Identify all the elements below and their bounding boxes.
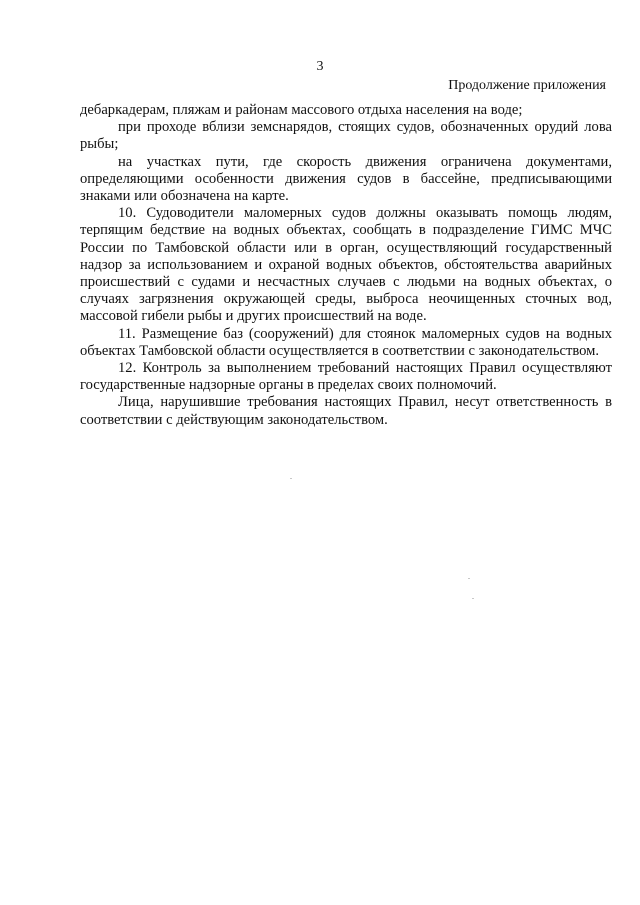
page-number: 3 [316, 59, 324, 74]
paragraph-liability: Лица, нарушившие требования настоящих Правил, несут ответственность в соответствии с действующим законодательством. [80, 394, 612, 428]
paragraph-3: на участках пути, где скорость движения ограничена документами, определяющими особенности движения судов в бассейне, предписывающими знаками или обозначена на карте. [80, 153, 612, 205]
paragraph-item-11: 11. Размещение баз (сооружений) для стоянок маломерных судов на водных объектах Тамбовской области осуществляется в соответствии с законодательством. [80, 325, 612, 359]
document-body [80, 102, 612, 429]
paragraph-1: дебаркадерам, пляжам и районам массового отдыха населения на воде; [80, 102, 523, 118]
scan-speck [290, 478, 292, 479]
scan-speck [472, 598, 474, 599]
paragraph-item-12: 12. Контроль за выполнением требований настоящих Правил осуществляют государственные надзорные органы в пределах своих полномочий. [80, 360, 612, 394]
scan-speck [468, 578, 470, 579]
paragraph-item-10: 10. Судоводители маломерных судов должны оказывать помощь людям, терпящим бедствие на водных объектах, сообщать в подразделение ГИМС МЧС России по Тамбовской области или в орган, осуществляющий государственный надзор за использованием и охраной водных объектов, обстоятельства аварийных происшествий с судами и несчастных случаев с людьми на водных объектах, о случаях загрязнения окружающей среды, выброса неочищенных сточных вод, массовой гибели рыбы и других происшествий на воде. [80, 205, 612, 325]
paragraph-2: при проходе вблизи земснарядов, стоящих судов, обозначенных орудий лова рыбы; [80, 119, 612, 153]
continuation-label: Продолжение приложения [448, 78, 606, 93]
